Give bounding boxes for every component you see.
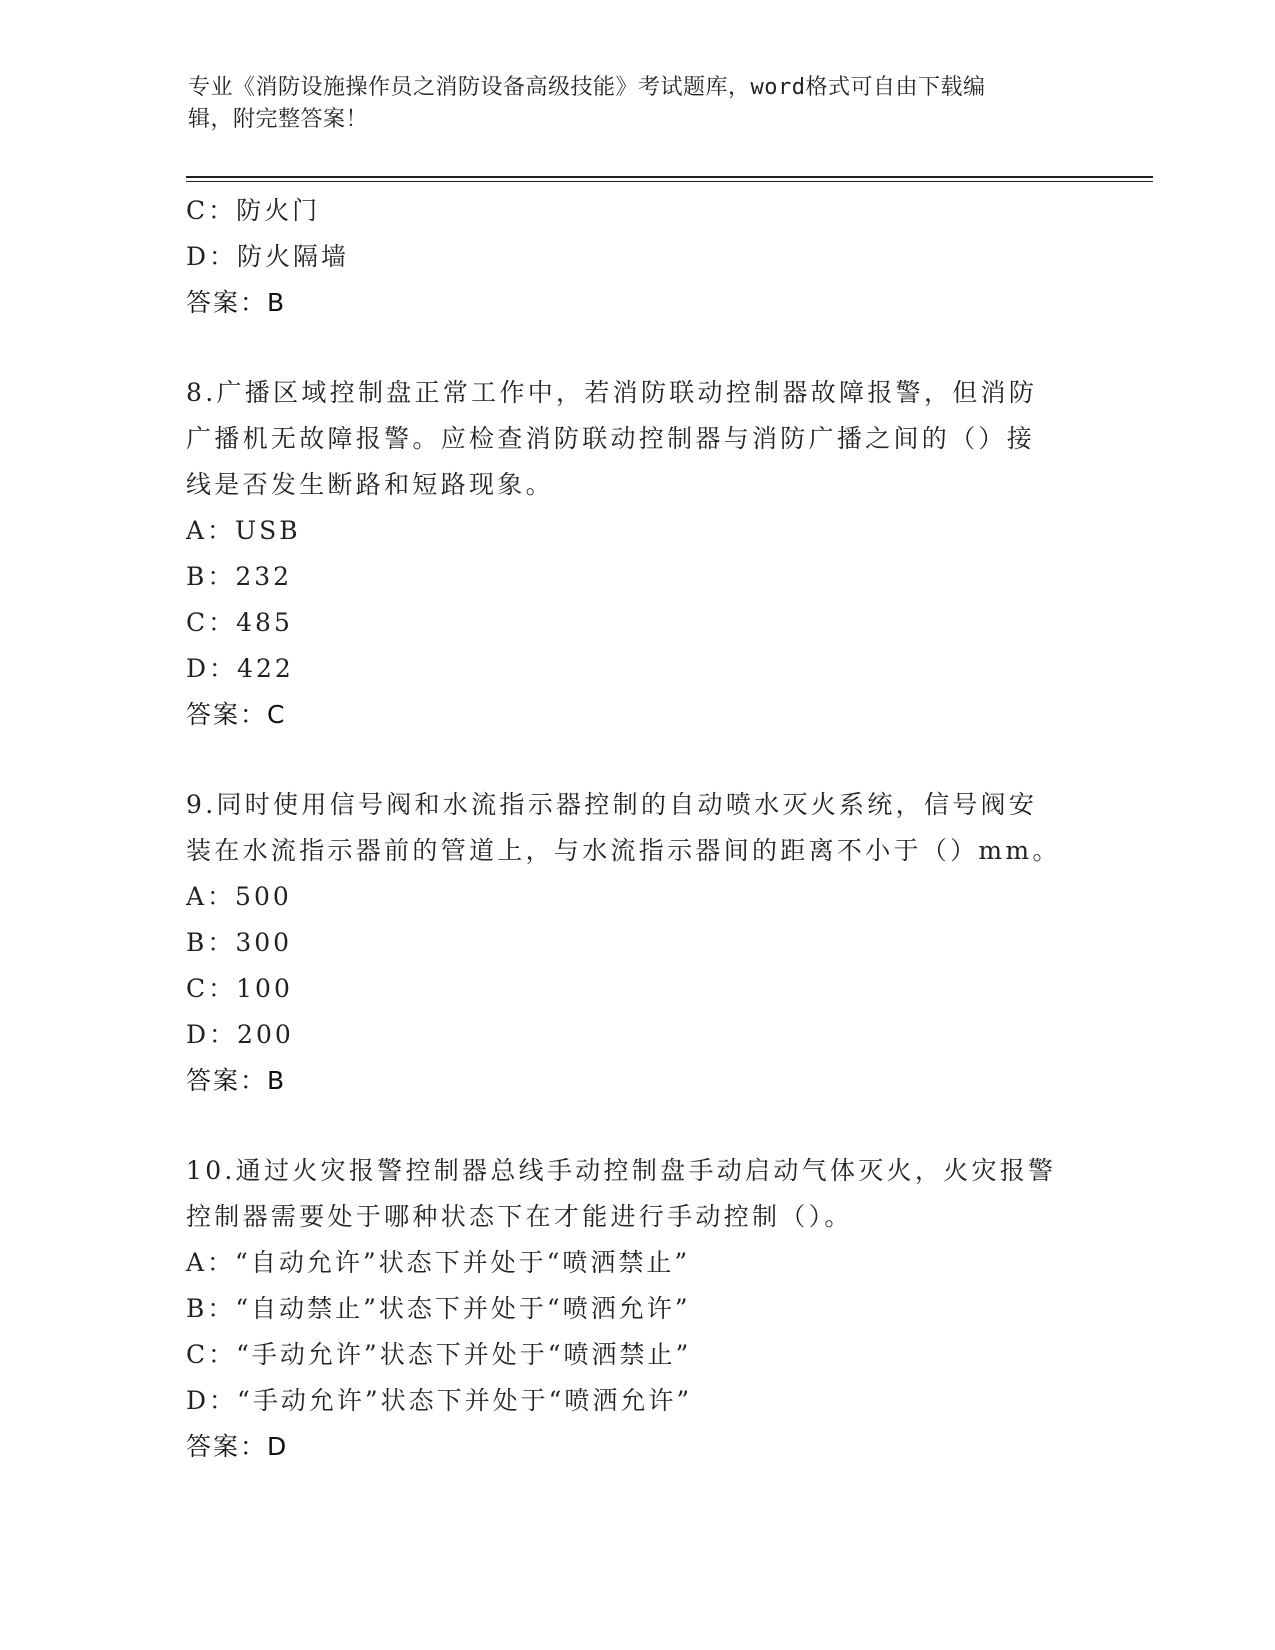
option-a: A：“自动允许”状态下并处于“喷洒禁止”: [186, 1248, 691, 1277]
header-line-1: 专业《消防设施操作员之消防设备高级技能》考试题库，word格式可自由下载编: [188, 75, 986, 100]
answer-line: 答案：B: [186, 1066, 287, 1095]
question-stem-line: 线是否发生断路和短路现象。: [186, 470, 554, 499]
option-a: A：USB: [186, 516, 301, 545]
header-rule-thin: [186, 181, 1153, 182]
page-header: [188, 72, 1068, 136]
option-c: C：485: [186, 608, 293, 637]
option-d: D：200: [186, 1020, 294, 1049]
question-stem-line: 广播机无故障报警。应检查消防联动控制器与消防广播之间的（）接: [186, 424, 1036, 453]
question-stem-line: 9.同时使用信号阀和水流指示器控制的自动喷水灭火系统，信号阀安: [186, 790, 1038, 819]
question-stem-line: 10.通过火灾报警控制器总线手动控制盘手动启动气体灭火，火灾报警: [186, 1156, 1057, 1185]
question-10: [186, 1148, 1086, 1470]
question-9: [186, 782, 1086, 1104]
answer-line: 答案：C: [186, 700, 287, 729]
option-c: C：“手动允许”状态下并处于“喷洒禁止”: [186, 1340, 692, 1369]
option-c: C：100: [186, 974, 293, 1003]
question-8: [186, 370, 1086, 738]
question-list: [186, 188, 1086, 1470]
option-d: D：“手动允许”状态下并处于“喷洒允许”: [186, 1386, 693, 1415]
spacer: [186, 326, 1086, 370]
header-line-2: 辑，附完整答案！: [188, 107, 369, 132]
option-d: D：防火隔墙: [186, 242, 350, 271]
option-c: C：防火门: [186, 196, 321, 225]
option-b: B：“自动禁止”状态下并处于“喷洒允许”: [186, 1294, 691, 1323]
answer-line: 答案：B: [186, 288, 287, 317]
question-7-tail: [186, 188, 1086, 326]
spacer: [186, 1104, 1086, 1148]
header-rule-thick: [186, 176, 1153, 178]
question-stem-line: 控制器需要处于哪种状态下在才能进行手动控制（）。: [186, 1202, 853, 1231]
option-b: B：232: [186, 562, 293, 591]
answer-line: 答案：D: [186, 1432, 289, 1461]
question-stem-line: 8.广播区域控制盘正常工作中，若消防联动控制器故障报警，但消防: [186, 378, 1038, 407]
question-stem-line: 装在水流指示器前的管道上，与水流指示器间的距离不小于（）mm。: [186, 836, 1061, 865]
option-d: D：422: [186, 654, 294, 683]
spacer: [186, 738, 1086, 782]
option-b: B：300: [186, 928, 293, 957]
option-a: A：500: [186, 882, 292, 911]
